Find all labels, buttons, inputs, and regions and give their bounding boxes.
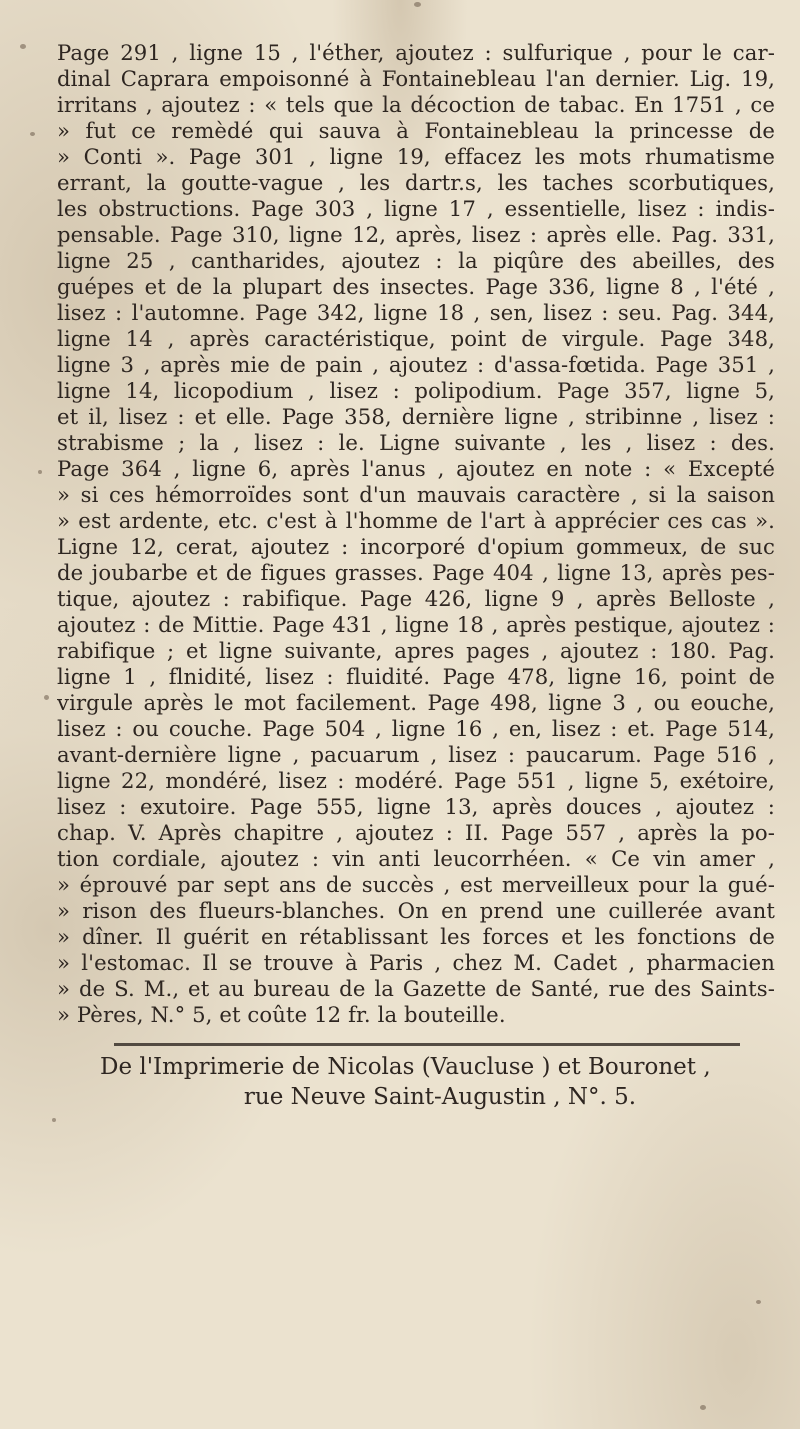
text-line: irritans , ajoutez : « tels que la décoction de tabac. En 1751 , ce [57, 92, 775, 117]
paper-speck [756, 1300, 761, 1304]
paper-speck [30, 132, 35, 136]
text-line: lisez : ou couche. Page 504 , ligne 16 , en, lisez : et. Page 514, [57, 716, 775, 741]
text-line: de joubarbe et de figues grasses. Page 404 , ligne 13, après pes- [57, 560, 775, 585]
text-line: lisez : exutoire. Page 555, ligne 13, après douces , ajoutez : [57, 794, 775, 819]
text-line: ligne 3 , après mie de pain , ajoutez : d'assa-fœtida. Page 351 , [57, 352, 775, 377]
text-line: et il, lisez : et elle. Page 358, dernière ligne , stribinne , lisez : [57, 404, 775, 429]
text-line: tique, ajoutez : rabifique. Page 426, ligne 9 , après Belloste , [57, 586, 775, 611]
text-line: ligne 22, mondéré, lisez : modéré. Page 551 , ligne 5, exétoire, [57, 768, 775, 793]
text-line: dinal Caprara empoisonné à Fontainebleau l'an dernier. Lig. 19, [57, 66, 775, 91]
printer-imprint [100, 1052, 760, 1112]
text-line: » rison des flueurs-blanches. On en prend une cuillerée avant [57, 898, 775, 923]
errata-text-block [57, 40, 775, 1028]
text-line: » si ces hémorroïdes sont d'un mauvais caractère , si la saison [57, 482, 775, 507]
paper-speck [700, 1405, 706, 1410]
text-line: ajoutez : de Mittie. Page 431 , ligne 18 , après pestique, ajoutez : [57, 612, 775, 637]
text-line: » dîner. Il guérit en rétablissant les forces et les fonctions de [57, 924, 775, 949]
text-line: Page 364 , ligne 6, après l'anus , ajoutez en note : « Excepté [57, 456, 775, 481]
paper-speck [20, 44, 26, 49]
text-line: virgule après le mot facilement. Page 498, ligne 3 , ou eouche, [57, 690, 775, 715]
text-line: » de S. M., et au bureau de la Gazette de Santé, rue des Saints- [57, 976, 775, 1001]
text-line: guépes et de la plupart des insectes. Page 336, ligne 8 , l'été , [57, 274, 775, 299]
text-line-last: » Pères, N.° 5, et coûte 12 fr. la bouteille. [57, 1002, 506, 1027]
text-line: Ligne 12, cerat, ajoutez : incorporé d'opium gommeux, de suc [57, 534, 775, 559]
imprint-line-2: rue Neuve Saint-Augustin , N°. 5. [243, 1084, 637, 1110]
text-line: avant-dernière ligne , pacuarum , lisez : paucarum. Page 516 , [57, 742, 775, 767]
text-line: ligne 25 , cantharides, ajoutez : la piqûre des abeilles, des [57, 248, 775, 273]
text-line: ligne 1 , flnidité, lisez : fluidité. Page 478, ligne 16, point de [57, 664, 775, 689]
text-line: errant, la goutte-vague , les dartr.s, les taches scorbutiques, [57, 170, 775, 195]
text-line: strabisme ; la , lisez : le. Ligne suivante , les , lisez : des. [57, 430, 775, 455]
paper-speck [38, 470, 42, 474]
text-line: » est ardente, etc. c'est à l'homme de l'art à apprécier ces cas ». [57, 508, 775, 533]
paper-speck [44, 695, 49, 700]
text-line: » Conti ». Page 301 , ligne 19, effacez les mots rhumatisme [57, 144, 775, 169]
text-line: les obstructions. Page 303 , ligne 17 , essentielle, lisez : indis- [57, 196, 775, 221]
text-line: ligne 14, licopodium , lisez : polipodium. Page 357, ligne 5, [57, 378, 775, 403]
text-line: chap. V. Après chapitre , ajoutez : II. Page 557 , après la po- [57, 820, 775, 845]
imprint-line-1: De l'Imprimerie de Nicolas (Vaucluse ) et Bouronet , [100, 1054, 711, 1080]
text-line: tion cordiale, ajoutez : vin anti leucorrhéen. « Ce vin amer , [57, 846, 775, 871]
text-line: ligne 14 , après caractéristique, point de virgule. Page 348, [57, 326, 775, 351]
text-line: » éprouvé par sept ans de succès , est merveilleux pour la gué- [57, 872, 775, 897]
paper-speck [414, 2, 421, 7]
text-line: rabifique ; et ligne suivante, apres pages , ajoutez : 180. Pag. [57, 638, 775, 663]
paper-speck [52, 1118, 56, 1122]
text-line: » fut ce remèdé qui sauva à Fontainebleau la princesse de [57, 118, 775, 143]
horizontal-rule [114, 1043, 740, 1046]
text-line: lisez : l'automne. Page 342, ligne 18 , sen, lisez : seu. Pag. 344, [57, 300, 775, 325]
text-line: Page 291 , ligne 15 , l'éther, ajoutez : sulfurique , pour le car- [57, 40, 775, 65]
text-line: » l'estomac. Il se trouve à Paris , chez M. Cadet , pharmacien [57, 950, 775, 975]
text-line: pensable. Page 310, ligne 12, après, lisez : après elle. Pag. 331, [57, 222, 775, 247]
